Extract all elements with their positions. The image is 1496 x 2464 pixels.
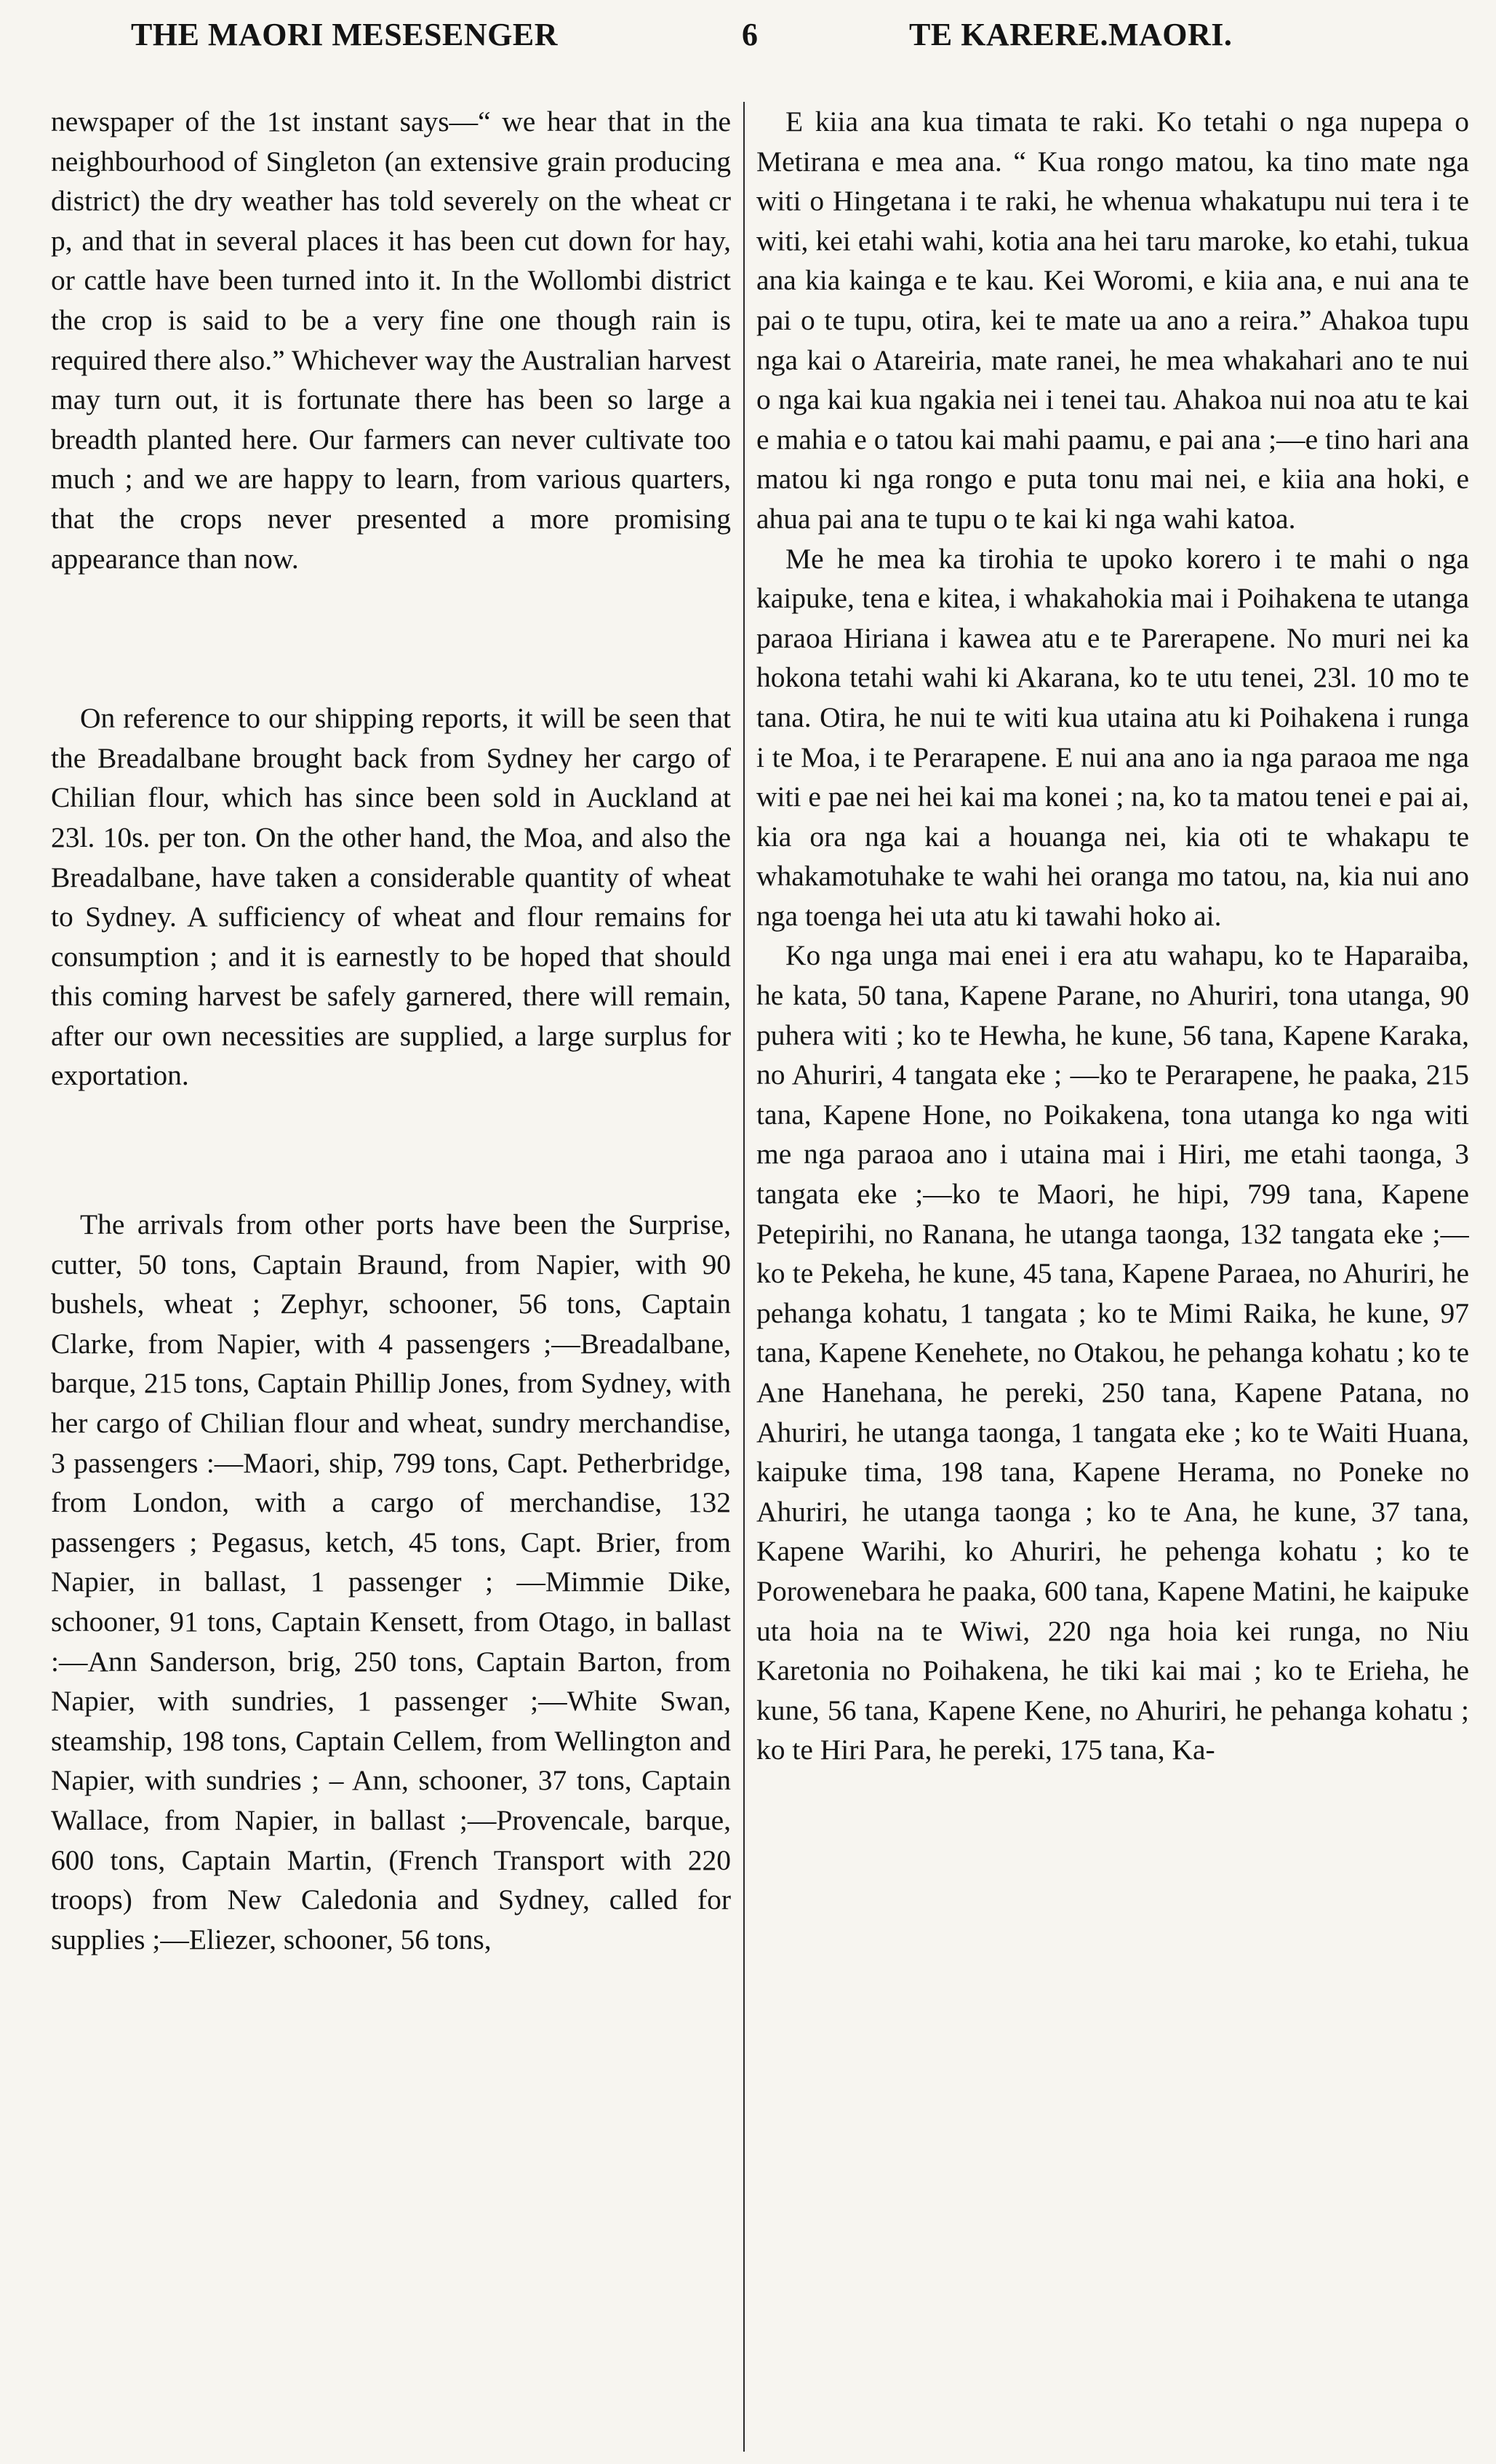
paragraph-gap	[51, 578, 731, 698]
maori-arrivals-paragraph: Ko nga unga mai enei i era atu wahapu, ko te Haparaiba, he kata, 50 tana, Kapene Parane, no Ahuriri, tona utanga, 90 puhera witi ; ko te Hewha, he kune, 56 tana, Kapene Karaka, no Ahuriri, 4 tangata eke ; —ko te Perarapene, he paaka, 215 tana, Kapene Hone, no Poikakena, tona utanga ko nga witi me nga paraoa ano i utaina mai i Hiri, me etahi taonga, 3 tangata eke ;—ko te Maori, he hipi, 799 tana, Kapene Petepirihi, no Ranana, he utanga taonga, 132 tangata eke ;—ko te Pekeha, he kune, 45 tana, Kapene Paraea, no Ahuriri, he pehanga kohatu, 1 tangata ; ko te Mimi Raika, he kune, 97 tana, Kapene Kenehete, no Otakou, he pehanga kohatu ; ko te Ane Hanehana, he pereki, 250 tana, Kapene Patana, no Ahuriri, he utanga taonga, 1 tangata eke ; ko te Waiti Huana, kaipuke tima, 198 tana, Kapene Herama, no Poneke no Ahuriri, he utanga taonga ; ko te Ana, he kune, 37 tana, Kapene Warihi, ko Ahuriri, he pehenga kohatu ; ko te Porowenebara he paaka, 600 tana, Kapene Matini, he kaipuke uta hoia na te Wiwi, 220 nga hoia kei runga, no Niu Karetonia no Poihakena, he tiki kai mai ; ko te Erieha, he kune, 56 tana, Kapene Kene, no Ahuriri, he pehanga kohatu ; ko te Hiri Para, he pereki, 175 tana, Ka-	[756, 939, 1469, 1766]
english-masthead-title: THE MAORI MESESENGER	[131, 17, 558, 52]
maori-column	[756, 102, 1469, 2444]
column-divider	[743, 102, 745, 2452]
page-header	[0, 0, 1496, 80]
english-arrivals-paragraph: The arrivals from other ports have been the Surprise, cutter, 50 tons, Captain Braund, from Napier, with 90 bushels, wheat ; Zephyr, schooner, 56 tons, Captain Clarke, from Napier, with 4 passengers ;—Breadalbane, barque, 215 tons, Captain Phillip Jones, from Sydney, with her cargo of Chilian flour and wheat, sundry merchandise, 3 passengers :—Maori, ship, 799 tons, Capt. Petherbridge, from London, with a cargo of merchandise, 132 passengers ; Pegasus, ketch, 45 tons, Capt. Brier, from Napier, in ballast, 1 passenger ; —Mimmie Dike, schooner, 91 tons, Captain Kensett, from Otago, in ballast :—Ann Sanderson, brig, 250 tons, Captain Barton, from Napier, with sundries, 1 passenger ;—White Swan, steamship, 198 tons, Captain Cellem, from Wellington and Napier, with sundries ; – Ann, schooner, 37 tons, Captain Wallace, from Napier, in ballast ;—Provencale, barque, 600 tons, Captain Martin, (French Transport with 220 troops) from New Caledonia and Sydney, called for supplies ;—Eliezer, schooner, 56 tons,	[51, 1208, 731, 1955]
english-column	[51, 102, 731, 2444]
paragraph-gap	[51, 1096, 731, 1205]
page-number: 6	[742, 17, 758, 52]
maori-shipping-paragraph: Me he mea ka tirohia te upoko korero i te mahi o nga kaipuke, tena e kitea, i whakahokia mai i Poihakena te utanga paraoa Hiriana i kawea atu e te Parerapene. No muri nei ka hokona tetahi wahi ki Akarana, ko te utu tenei, 23l. 10 mo te tana. Otira, he nui te witi kua utaina atu ki Poihakena i runga i te Moa, i te Perarapene. E nui ana ano ia nga paraoa me nga witi e pae nei hei kai ma konei ; na, ko ta matou tenei e pai ai, kia ora nga kai a houanga nei, kia oti te whakapu te whakamotuhake te wahi hei oranga mo tatou, na, kia nui ano nga toenga hei uta atu ki tawahi hoko ai.	[756, 542, 1469, 932]
english-harvest-paragraph: newspaper of the 1st instant says—“ we hear that in the neighbourhood of Singleton (an extensive grain producing district) the dry weather has told severely on the wheat cr p, and that in several places it has been cut down for hay, or cattle have been turned into it. In the Wollombi district the crop is said to be a very fine one though rain is required there also.” Whichever way the Australian harvest may turn out, it is fortunate there has been so large a breadth planted here. Our farmers can never cultivate too much ; and we are happy to learn, from various quarters, that the crops never presented a more promising appearance than now.	[51, 105, 731, 575]
maori-masthead-title: TE KARERE.MAORI.	[909, 17, 1233, 52]
english-shipping-paragraph: On reference to our shipping reports, it will be seen that the Breadalbane brought back from Sydney her cargo of Chilian flour, which has since been sold in Auckland at 23l. 10s. per ton. On the other hand, the Moa, and also the Breadalbane, have taken a considerable quantity of wheat to Sydney. A sufficiency of wheat and flour remains for consumption ; and it is earnestly to be hoped that should this coming harvest be safely garnered, there will remain, after our own necessities are supplied, a large surplus for exportation.	[51, 702, 731, 1092]
maori-harvest-paragraph: E kiia ana kua timata te raki. Ko tetahi o nga nupepa o Metirana e mea ana. “ Kua rongo matou, ka tino mate nga witi o Hingetana i te raki, he whenua whakatupu nui tera i te witi, kei etahi wahi, kotia ana hei taru maroke, ko etahi, tukua ana kia kainga e te kau. Kei Woromi, e kiia ana, e nui ana te pai o te tupu, otira, kei te mate ua ano a reira.” Ahakoa tupu nga kai o Atareiria, mate ranei, he mea whakahari ano te nui o nga kai kua ngakia nei i tenei tau. Ahakoa nui noa atu te kai e mahia e o tatou kai mahi paamu, e pai ana ;—e tino hari ana matou ki nga rongo e puta tonu mai nei, e kiia ana hoki, e ahua pai ana te tupu o te kai ki nga wahi katoa.	[756, 105, 1469, 535]
